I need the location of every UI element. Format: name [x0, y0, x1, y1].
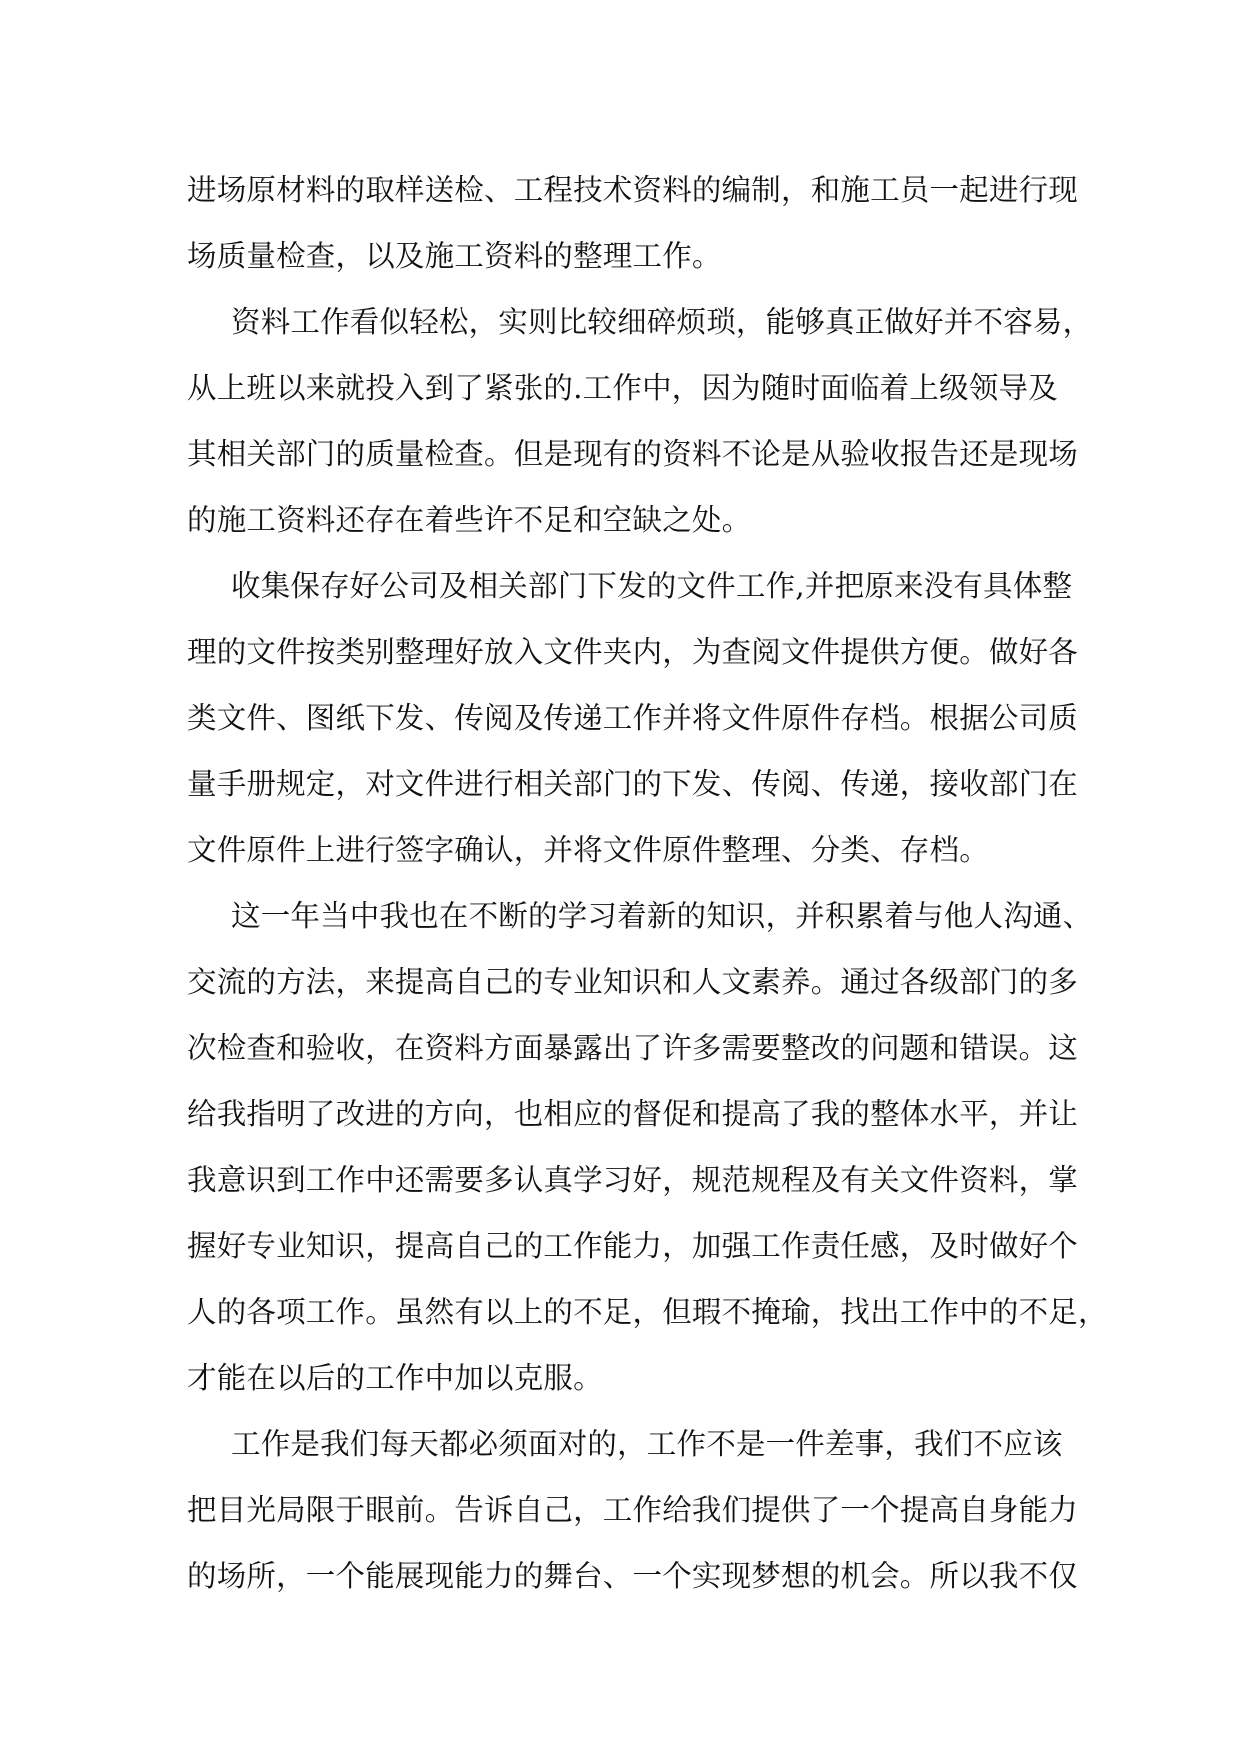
document-body	[187, 157, 1108, 1609]
paragraph-4	[187, 883, 1108, 1411]
text-line: 工作是我们每天都必须面对的，工作不是一件差事，我们不应该	[231, 1427, 1063, 1461]
text-line: 其相关部门的质量检查。但是现有的资料不论是从验收报告还是现场	[187, 437, 1079, 471]
text-line: 才能在以后的工作中加以克服。	[187, 1361, 603, 1395]
text-line: 理的文件按类别整理好放入文件夹内，为查阅文件提供方便。做好各	[187, 635, 1079, 669]
paragraph-2	[187, 289, 1093, 553]
text-line: 类文件、图纸下发、传阅及传递工作并将文件原件存档。根据公司质	[187, 701, 1079, 735]
text-line: 从上班以来就投入到了紧张的.工作中，因为随时面临着上级领导及	[187, 371, 1058, 405]
text-line: 把目光局限于眼前。告诉自己，工作给我们提供了一个提高自身能力	[187, 1493, 1079, 1527]
text-line: 给我指明了改进的方向，也相应的督促和提高了我的整体水平，并让	[187, 1097, 1079, 1131]
paragraph-5	[187, 1411, 1079, 1609]
text-line: 人的各项工作。虽然有以上的不足，但瑕不掩瑜，找出工作中的不足，	[187, 1295, 1108, 1329]
text-line: 次检查和验收，在资料方面暴露出了许多需要整改的问题和错误。这	[187, 1031, 1079, 1065]
text-line: 进场原材料的取样送检、工程技术资料的编制，和施工员一起进行现	[187, 173, 1079, 207]
text-line: 我意识到工作中还需要多认真学习好，规范规程及有关文件资料，掌	[187, 1163, 1079, 1197]
text-line: 资料工作看似轻松，实则比较细碎烦琐，能够真正做好并不容易，	[231, 305, 1093, 339]
text-line: 的场所，一个能展现能力的舞台、一个实现梦想的机会。所以我不仅	[187, 1559, 1079, 1593]
text-line: 这一年当中我也在不断的学习着新的知识，并积累着与他人沟通、	[231, 899, 1093, 933]
text-line: 文件原件上进行签字确认，并将文件原件整理、分类、存档。	[187, 833, 989, 867]
text-line: 握好专业知识，提高自己的工作能力，加强工作责任感，及时做好个	[187, 1229, 1079, 1263]
text-line: 交流的方法，来提高自己的专业知识和人文素养。通过各级部门的多	[187, 965, 1079, 999]
paragraph-1	[187, 157, 1079, 289]
text-line: 收集保存好公司及相关部门下发的文件工作,并把原来没有具体整	[231, 569, 1073, 603]
text-line: 量手册规定，对文件进行相关部门的下发、传阅、传递，接收部门在	[187, 767, 1079, 801]
text-line: 场质量检查，以及施工资料的整理工作。	[187, 239, 722, 273]
paragraph-3	[187, 553, 1079, 883]
text-line: 的施工资料还存在着些许不足和空缺之处。	[187, 503, 752, 537]
